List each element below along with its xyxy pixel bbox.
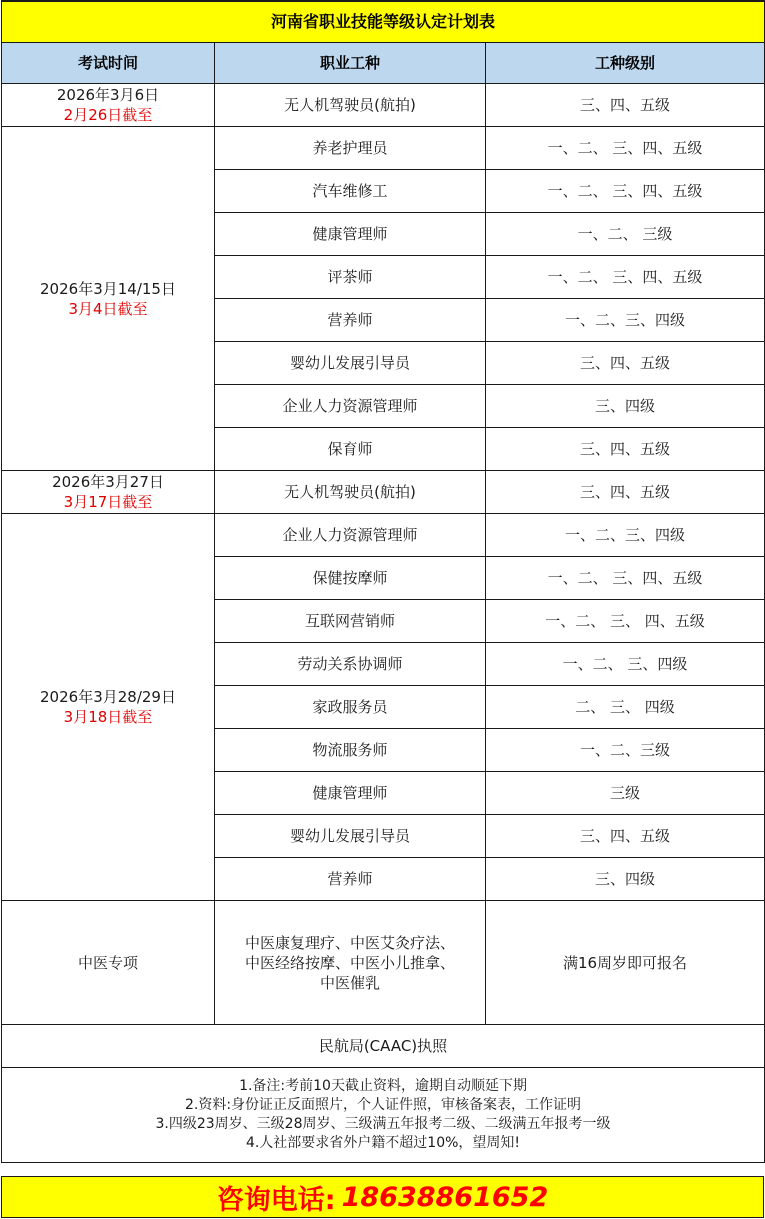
level-cell: 一、二、 三、四、五级 xyxy=(486,557,765,600)
occupation-cell: 汽车维修工 xyxy=(215,170,486,213)
occupation-cell: 保育师 xyxy=(215,428,486,471)
level-cell: 三、四级 xyxy=(486,385,765,428)
occupation-cell: 营养师 xyxy=(215,299,486,342)
header-level: 工种级别 xyxy=(486,43,765,84)
note-line: 2.资料:身份证正反面照片，个人证件照，审核备案表，工作证明 xyxy=(184,1097,582,1113)
occupation-cell: 物流服务师 xyxy=(215,729,486,772)
note-line: 1.备注:考前10天截止资料，逾期自动顺延下期 xyxy=(239,1078,527,1094)
occupation-cell: 健康管理师 xyxy=(215,772,486,815)
level-cell: 一、二、 三、四级 xyxy=(486,643,765,686)
occupation-cell: 婴幼儿发展引导员 xyxy=(215,342,486,385)
occupation-cell: 企业人力资源管理师 xyxy=(215,514,486,557)
tcm-level: 满16周岁即可报名 xyxy=(486,901,765,1025)
occupation-cell: 劳动关系协调师 xyxy=(215,643,486,686)
occupation-cell: 评茶师 xyxy=(215,256,486,299)
occupation-cell: 保健按摩师 xyxy=(215,557,486,600)
occupation-cell: 养老护理员 xyxy=(215,127,486,170)
plan-table xyxy=(1,0,765,1163)
notes-cell xyxy=(2,1068,765,1163)
tcm-item: 中医康复理疗、中医艾灸疗法、 xyxy=(244,933,455,952)
table-row xyxy=(2,514,765,557)
occupation-cell: 无人机驾驶员(航拍) xyxy=(215,84,486,127)
level-cell: 一、二、 三、四、五级 xyxy=(486,256,765,299)
header-exam-time: 考试时间 xyxy=(2,43,215,84)
header-occupation: 职业工种 xyxy=(215,43,486,84)
level-cell: 三、四、五级 xyxy=(486,471,765,514)
title-row xyxy=(2,1,765,43)
occupation-cell: 企业人力资源管理师 xyxy=(215,385,486,428)
notes-row xyxy=(2,1068,765,1163)
exam-date: 2026年3月27日 xyxy=(52,473,164,491)
exam-date: 2026年3月28/29日 xyxy=(40,688,176,706)
level-cell: 三、四、五级 xyxy=(486,428,765,471)
occupation-cell: 无人机驾驶员(航拍) xyxy=(215,471,486,514)
exam-date: 2026年3月6日 xyxy=(56,86,160,104)
occupation-cell: 健康管理师 xyxy=(215,213,486,256)
exam-time-cell xyxy=(2,471,215,514)
deadline-text: 2月26日截至 xyxy=(63,106,153,124)
level-cell: 一、二、 三级 xyxy=(486,213,765,256)
exam-date: 2026年3月14/15日 xyxy=(40,279,176,298)
level-cell: 三、四、五级 xyxy=(486,342,765,385)
level-cell: 三、四级 xyxy=(486,858,765,901)
tcm-label: 中医专项 xyxy=(2,901,215,1025)
tcm-item: 中医催乳 xyxy=(319,973,380,992)
level-cell: 一、二、三、四级 xyxy=(486,514,765,557)
table-title: 河南省职业技能等级认定计划表 xyxy=(2,1,765,43)
note-line: 4.人社部要求省外户籍不超过10%，望周知! xyxy=(245,1135,521,1151)
level-cell: 二、 三、 四级 xyxy=(486,686,765,729)
level-cell: 一、二、三级 xyxy=(486,729,765,772)
level-cell: 一、二、 三、四、五级 xyxy=(486,127,765,170)
occupation-cell: 家政服务员 xyxy=(215,686,486,729)
table-row xyxy=(2,471,765,514)
level-cell: 一、二、 三、 四、五级 xyxy=(486,600,765,643)
caac-license: 民航局(CAAC)执照 xyxy=(2,1025,765,1068)
level-cell: 三、四、五级 xyxy=(486,815,765,858)
level-cell: 一、二、 三、四、五级 xyxy=(486,170,765,213)
caac-row xyxy=(2,1025,765,1068)
deadline-text: 3月4日截至 xyxy=(68,299,148,318)
contact-banner xyxy=(1,1176,764,1218)
deadline-text: 3月17日截至 xyxy=(63,493,153,511)
level-cell: 一、二、三、四级 xyxy=(486,299,765,342)
occupation-cell: 婴幼儿发展引导员 xyxy=(215,815,486,858)
header-row xyxy=(2,43,765,84)
contact-label: 咨询电话: xyxy=(216,1184,336,1216)
table-row xyxy=(2,127,765,170)
occupation-cell: 互联网营销师 xyxy=(215,600,486,643)
tcm-items-cell xyxy=(215,901,486,1025)
contact-phone[interactable]: 18638861652 xyxy=(341,1181,549,1213)
exam-time-cell xyxy=(2,514,215,901)
tcm-row xyxy=(2,901,765,1025)
note-line: 3.四级23周岁、三级28周岁、三级满五年报考二级、二级满五年报考一级 xyxy=(155,1116,611,1132)
tcm-item: 中医经络按摩、中医小儿推拿、 xyxy=(244,953,455,972)
level-cell: 三、四、五级 xyxy=(486,84,765,127)
occupation-cell: 营养师 xyxy=(215,858,486,901)
exam-time-cell xyxy=(2,84,215,127)
level-cell: 三级 xyxy=(486,772,765,815)
deadline-text: 3月18日截至 xyxy=(63,708,153,726)
table-row xyxy=(2,84,765,127)
exam-time-cell xyxy=(2,127,215,471)
